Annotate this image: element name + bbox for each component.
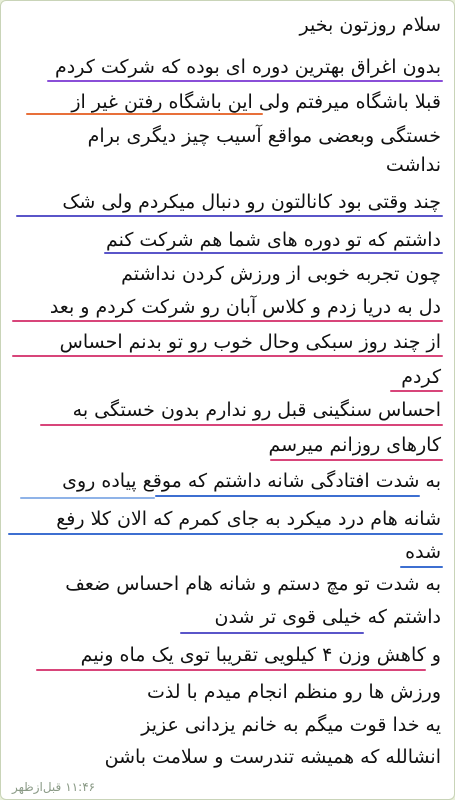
message-line: به شدت تو مچ دستم و شانه هام احساس ضعف	[65, 573, 441, 595]
highlight-underline	[390, 390, 443, 392]
highlight-underline	[180, 632, 364, 634]
message-line: خستگی وبعضی مواقع آسیب چیز دیگری برام	[87, 125, 441, 147]
highlight-underline	[12, 320, 443, 322]
highlight-underline	[270, 459, 443, 461]
highlight-underline	[400, 566, 443, 568]
message-line: احساس سنگینی قبل رو ندارم بدون خستگی به	[72, 399, 441, 421]
highlight-underline	[20, 497, 155, 499]
highlight-underline	[155, 495, 420, 497]
highlight-underline	[40, 424, 443, 426]
message-line: بدون اغراق بهترین دوره ای بوده که شرکت کردم	[55, 56, 441, 78]
highlight-underline	[104, 252, 443, 254]
highlight-underline	[12, 355, 443, 357]
time-period: قبل‌ازظهر	[12, 780, 62, 794]
highlight-underline	[26, 113, 263, 115]
message-line: داشتم که خیلی قوی تر شدن	[214, 606, 441, 628]
message-timestamp	[8, 780, 95, 794]
message-line: قبلا باشگاه میرفتم ولی این باشگاه رفتن غیر از	[71, 91, 441, 113]
message-line: دل به دریا زدم و کلاس آبان رو شرکت کردم و بعد	[49, 296, 441, 318]
highlight-underline	[16, 215, 443, 217]
highlight-underline	[8, 533, 443, 535]
message-line: و کاهش وزن ۴ کیلویی تقریبا توی یک ماه ونیم	[80, 644, 441, 666]
message-line: انشالله که همیشه تندرست و سلامت باشن	[104, 746, 441, 768]
message-line: نداشت	[385, 154, 441, 176]
message-line: کردم	[401, 366, 441, 388]
message-line: یه خدا قوت میگم به خانم یزدانی عزیز	[141, 714, 441, 736]
message-line: سلام روزتون بخیر	[299, 14, 441, 36]
message-line: چون تجربه خوبی از ورزش کردن نداشتم	[121, 263, 441, 285]
highlight-underline	[47, 80, 443, 82]
highlight-underline	[36, 669, 426, 671]
message-line: ورزش ها رو منظم انجام میدم با لذت	[146, 681, 441, 703]
message-line: چند وقتی بود کانالتون رو دنبال میکردم ولی شک	[62, 191, 441, 213]
time-value: ۱۱:۴۶	[65, 780, 96, 794]
message-line: کارهای روزانم میرسم	[268, 434, 441, 456]
message-line: شده	[405, 541, 441, 563]
message-line: از چند روز سبکی وحال خوب رو تو بدنم احساس	[59, 331, 441, 353]
message-line: داشتم که تو دوره های شما هم شرکت کنم	[105, 229, 441, 251]
message-line: شانه هام درد میکرد به جای کمرم که الان کلا رفع	[56, 508, 441, 530]
message-line: به شدت افتادگی شانه داشتم که موقع پیاده روی	[62, 470, 441, 492]
